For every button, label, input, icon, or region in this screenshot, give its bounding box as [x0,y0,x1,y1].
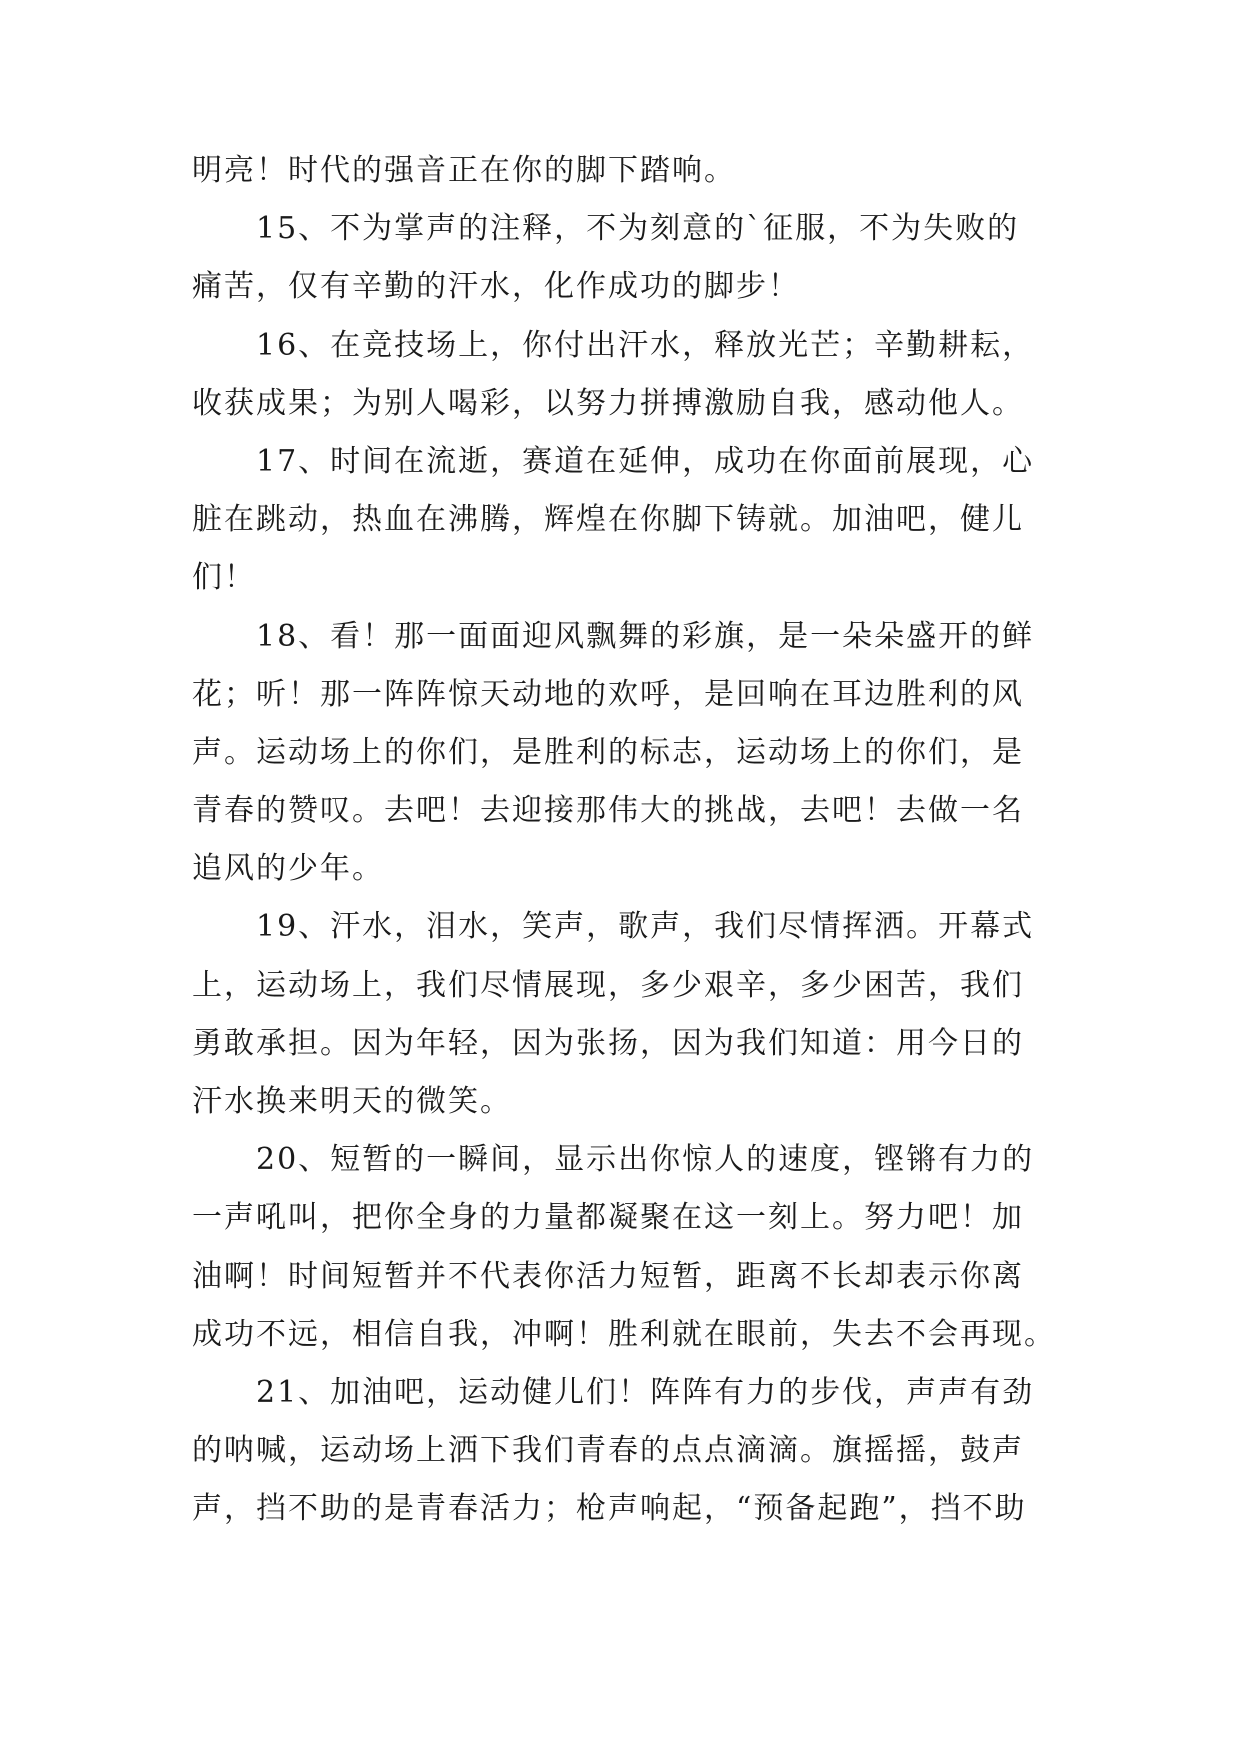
text-line: 油啊！时间短暂并不代表你活力短暂，距离不长却表示你离 [192,1258,1024,1294]
text-line: 的呐喊，运动场上洒下我们青春的点点滴滴。旗摇摇，鼓声 [192,1433,1024,1469]
text-line: 收获成果；为别人喝彩，以努力拼搏激励自我，感动他人。 [192,385,1024,421]
text-line: 青春的赞叹。去吧！去迎接那伟大的挑战，去吧！去做一名 [192,793,1024,829]
text-line: 15、不为掌声的注释，不为刻意的`征服，不为失败的 [256,211,1020,247]
text-line: 汗水换来明天的微笑。 [192,1084,512,1119]
text-line: 18、看！那一面面迎风飘舞的彩旗，是一朵朵盛开的鲜 [256,618,1035,654]
text-line: 追风的少年。 [192,851,384,887]
text-line: 17、时间在流逝，赛道在延伸，成功在你面前展现，心 [256,443,1035,479]
text-line: 19、汗水，泪水，笑声，歌声，我们尽情挥洒。开幕式 [256,909,1035,945]
text-line: 花；听！那一阵阵惊天动地的欢呼，是回响在耳边胜利的风 [192,676,1024,712]
text-line: 声，挡不助的是青春活力；枪声响起，“预备起跑”，挡不助 [192,1491,1027,1527]
text-line: 20、短暂的一瞬间，显示出你惊人的速度，铿锵有力的 [256,1142,1035,1178]
text-line: 一声吼叫，把你全身的力量都凝聚在这一刻上。努力吧！加 [192,1200,1024,1236]
text-line: 明亮！时代的强音正在你的脚下踏响。 [192,153,736,188]
text-line: 成功不远，相信自我，冲啊！胜利就在眼前，失去不会再现。 [192,1316,1056,1352]
text-line: 声。运动场上的你们，是胜利的标志，运动场上的你们，是 [192,734,1024,770]
text-line: 脏在跳动，热血在沸腾，辉煌在你脚下铸就。加油吧，健儿 [192,502,1024,538]
text-line: 勇敢承担。因为年轻，因为张扬，因为我们知道：用今日的 [192,1025,1024,1061]
text-line: 21、加油吧，运动健儿们！阵阵有力的步伐，声声有劲 [256,1374,1035,1410]
document-body [192,142,1054,1539]
text-line: 上，运动场上，我们尽情展现，多少艰辛，多少困苦，我们 [192,967,1024,1003]
text-line: 16、在竞技场上，你付出汗水，释放光芒；辛勤耕耘， [256,327,1035,363]
text-line: 们！ [192,560,256,596]
text-line: 痛苦，仅有辛勤的汗水，化作成功的脚步！ [192,269,800,305]
